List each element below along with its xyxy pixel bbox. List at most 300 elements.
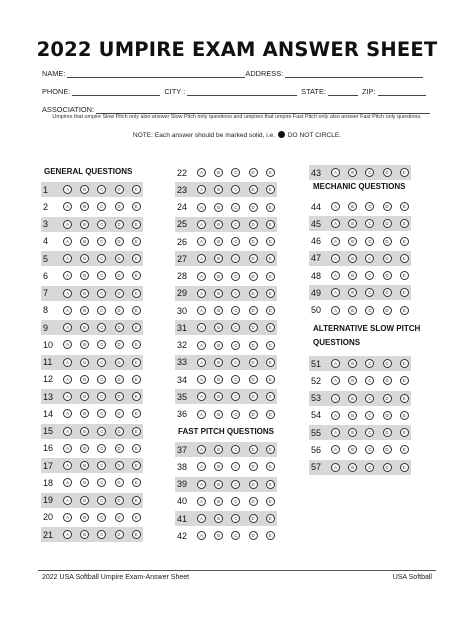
phone-field[interactable]: [72, 88, 160, 96]
address-field[interactable]: [285, 70, 423, 78]
answer-bubble-b[interactable]: B: [80, 409, 89, 418]
answer-bubble-b[interactable]: B: [214, 462, 223, 471]
answer-bubble-a[interactable]: A: [331, 359, 340, 368]
answer-bubble-e[interactable]: E: [400, 202, 409, 211]
answer-bubble-a[interactable]: A: [331, 376, 340, 385]
name-field[interactable]: [67, 70, 245, 78]
answer-bubble-a[interactable]: A: [331, 428, 340, 437]
answer-bubble-c[interactable]: C: [97, 392, 106, 401]
answer-bubble-d[interactable]: D: [115, 478, 124, 487]
answer-bubble-b[interactable]: B: [80, 306, 89, 315]
answer-bubble-a[interactable]: A: [63, 323, 72, 332]
answer-bubble-c[interactable]: C: [231, 341, 240, 350]
answer-bubble-a[interactable]: A: [63, 513, 72, 522]
answer-bubble-c[interactable]: C: [365, 428, 374, 437]
answer-bubble-d[interactable]: D: [115, 392, 124, 401]
answer-bubble-b[interactable]: B: [348, 376, 357, 385]
answer-bubble-c[interactable]: C: [97, 444, 106, 453]
answer-bubble-e[interactable]: E: [400, 288, 409, 297]
answer-bubble-b[interactable]: B: [348, 306, 357, 315]
answer-bubble-b[interactable]: B: [214, 237, 223, 246]
answer-bubble-e[interactable]: E: [400, 445, 409, 454]
answer-bubble-d[interactable]: D: [115, 513, 124, 522]
answer-bubble-d[interactable]: D: [249, 220, 258, 229]
answer-bubble-a[interactable]: A: [331, 254, 340, 263]
answer-bubble-e[interactable]: E: [132, 254, 141, 263]
answer-bubble-b[interactable]: B: [348, 428, 357, 437]
answer-bubble-a[interactable]: A: [63, 427, 72, 436]
answer-bubble-b[interactable]: B: [348, 254, 357, 263]
answer-bubble-e[interactable]: E: [132, 375, 141, 384]
answer-bubble-a[interactable]: A: [197, 462, 206, 471]
answer-bubble-d[interactable]: D: [249, 306, 258, 315]
city-field[interactable]: [187, 88, 297, 96]
answer-bubble-d[interactable]: D: [249, 445, 258, 454]
answer-bubble-b[interactable]: B: [80, 185, 89, 194]
answer-bubble-c[interactable]: C: [97, 409, 106, 418]
answer-bubble-c[interactable]: C: [231, 203, 240, 212]
answer-bubble-c[interactable]: C: [231, 220, 240, 229]
answer-bubble-e[interactable]: E: [132, 427, 141, 436]
answer-bubble-b[interactable]: B: [348, 219, 357, 228]
answer-bubble-b[interactable]: B: [214, 480, 223, 489]
answer-bubble-d[interactable]: D: [115, 444, 124, 453]
answer-bubble-a[interactable]: A: [63, 202, 72, 211]
answer-bubble-d[interactable]: D: [249, 531, 258, 540]
answer-bubble-d[interactable]: D: [115, 375, 124, 384]
answer-bubble-b[interactable]: B: [348, 202, 357, 211]
answer-bubble-d[interactable]: D: [249, 168, 258, 177]
answer-bubble-e[interactable]: E: [266, 272, 275, 281]
answer-bubble-e[interactable]: E: [266, 462, 275, 471]
answer-bubble-c[interactable]: C: [97, 530, 106, 539]
answer-bubble-c[interactable]: C: [231, 497, 240, 506]
answer-bubble-e[interactable]: E: [132, 306, 141, 315]
answer-bubble-c[interactable]: C: [97, 427, 106, 436]
answer-bubble-c[interactable]: C: [97, 202, 106, 211]
answer-bubble-c[interactable]: C: [231, 289, 240, 298]
answer-bubble-c[interactable]: C: [97, 271, 106, 280]
answer-bubble-c[interactable]: C: [97, 513, 106, 522]
answer-bubble-a[interactable]: A: [63, 358, 72, 367]
answer-bubble-b[interactable]: B: [80, 461, 89, 470]
answer-bubble-c[interactable]: C: [231, 168, 240, 177]
answer-bubble-e[interactable]: E: [266, 531, 275, 540]
answer-bubble-b[interactable]: B: [214, 531, 223, 540]
answer-bubble-e[interactable]: E: [132, 237, 141, 246]
answer-bubble-e[interactable]: E: [266, 203, 275, 212]
answer-bubble-b[interactable]: B: [214, 375, 223, 384]
answer-bubble-e[interactable]: E: [400, 306, 409, 315]
answer-bubble-b[interactable]: B: [214, 392, 223, 401]
answer-bubble-e[interactable]: E: [400, 254, 409, 263]
answer-bubble-d[interactable]: D: [249, 272, 258, 281]
answer-bubble-a[interactable]: A: [197, 341, 206, 350]
answer-bubble-e[interactable]: E: [132, 185, 141, 194]
answer-bubble-c[interactable]: C: [365, 445, 374, 454]
answer-bubble-d[interactable]: D: [249, 410, 258, 419]
answer-bubble-b[interactable]: B: [214, 358, 223, 367]
answer-bubble-d[interactable]: D: [383, 168, 392, 177]
answer-bubble-d[interactable]: D: [383, 288, 392, 297]
answer-bubble-d[interactable]: D: [249, 323, 258, 332]
answer-bubble-d[interactable]: D: [383, 219, 392, 228]
answer-bubble-e[interactable]: E: [266, 323, 275, 332]
answer-bubble-c[interactable]: C: [97, 461, 106, 470]
answer-bubble-c[interactable]: C: [231, 306, 240, 315]
answer-bubble-a[interactable]: A: [197, 220, 206, 229]
answer-bubble-d[interactable]: D: [249, 480, 258, 489]
answer-bubble-e[interactable]: E: [132, 289, 141, 298]
answer-bubble-d[interactable]: D: [383, 237, 392, 246]
answer-bubble-c[interactable]: C: [231, 323, 240, 332]
answer-bubble-a[interactable]: A: [63, 496, 72, 505]
association-field[interactable]: [96, 106, 430, 114]
answer-bubble-c[interactable]: C: [97, 306, 106, 315]
answer-bubble-a[interactable]: A: [63, 340, 72, 349]
answer-bubble-d[interactable]: D: [115, 185, 124, 194]
answer-bubble-a[interactable]: A: [197, 289, 206, 298]
answer-bubble-e[interactable]: E: [400, 463, 409, 472]
answer-bubble-e[interactable]: E: [400, 394, 409, 403]
answer-bubble-d[interactable]: D: [115, 306, 124, 315]
answer-bubble-b[interactable]: B: [214, 410, 223, 419]
answer-bubble-a[interactable]: A: [63, 271, 72, 280]
answer-bubble-b[interactable]: B: [80, 323, 89, 332]
answer-bubble-d[interactable]: D: [249, 254, 258, 263]
answer-bubble-e[interactable]: E: [266, 168, 275, 177]
answer-bubble-c[interactable]: C: [231, 531, 240, 540]
answer-bubble-a[interactable]: A: [331, 445, 340, 454]
answer-bubble-a[interactable]: A: [197, 185, 206, 194]
answer-bubble-a[interactable]: A: [63, 409, 72, 418]
answer-bubble-b[interactable]: B: [348, 271, 357, 280]
answer-bubble-d[interactable]: D: [249, 341, 258, 350]
answer-bubble-d[interactable]: D: [383, 306, 392, 315]
answer-bubble-e[interactable]: E: [400, 168, 409, 177]
answer-bubble-b[interactable]: B: [348, 237, 357, 246]
answer-bubble-a[interactable]: A: [63, 254, 72, 263]
answer-bubble-c[interactable]: C: [365, 168, 374, 177]
answer-bubble-c[interactable]: C: [365, 254, 374, 263]
answer-bubble-e[interactable]: E: [132, 392, 141, 401]
answer-bubble-d[interactable]: D: [383, 411, 392, 420]
answer-bubble-a[interactable]: A: [197, 237, 206, 246]
answer-bubble-a[interactable]: A: [331, 237, 340, 246]
answer-bubble-d[interactable]: D: [115, 530, 124, 539]
answer-bubble-e[interactable]: E: [400, 376, 409, 385]
answer-bubble-d[interactable]: D: [249, 514, 258, 523]
answer-bubble-e[interactable]: E: [400, 237, 409, 246]
answer-bubble-c[interactable]: C: [365, 463, 374, 472]
answer-bubble-c[interactable]: C: [365, 288, 374, 297]
answer-bubble-e[interactable]: E: [400, 411, 409, 420]
answer-bubble-a[interactable]: A: [63, 375, 72, 384]
city-label: CITY :: [164, 87, 186, 96]
answer-bubble-e[interactable]: E: [400, 219, 409, 228]
answer-bubble-c[interactable]: C: [97, 185, 106, 194]
answer-bubble-d[interactable]: D: [115, 271, 124, 280]
answer-bubble-e[interactable]: E: [266, 392, 275, 401]
answer-bubble-a[interactable]: A: [331, 168, 340, 177]
answer-bubble-e[interactable]: E: [132, 202, 141, 211]
answer-bubble-b[interactable]: B: [214, 289, 223, 298]
answer-bubble-a[interactable]: A: [63, 185, 72, 194]
answer-bubble-c[interactable]: C: [365, 219, 374, 228]
answer-bubble-b[interactable]: B: [214, 323, 223, 332]
answer-bubble-e[interactable]: E: [132, 409, 141, 418]
answer-bubble-d[interactable]: D: [115, 427, 124, 436]
answer-bubble-c[interactable]: C: [231, 410, 240, 419]
answer-bubble-d[interactable]: D: [249, 392, 258, 401]
answer-bubble-b[interactable]: B: [348, 394, 357, 403]
answer-bubble-b[interactable]: B: [80, 478, 89, 487]
answer-bubble-c[interactable]: C: [231, 358, 240, 367]
answer-bubble-a[interactable]: A: [197, 375, 206, 384]
answer-bubble-a[interactable]: A: [63, 289, 72, 298]
answer-bubble-d[interactable]: D: [115, 358, 124, 367]
answer-bubble-e[interactable]: E: [266, 480, 275, 489]
zip-field[interactable]: [378, 88, 426, 96]
answer-bubble-c[interactable]: C: [231, 462, 240, 471]
answer-bubble-c[interactable]: C: [231, 445, 240, 454]
state-label: STATE:: [301, 87, 326, 96]
answer-bubble-b[interactable]: B: [80, 254, 89, 263]
answer-bubble-b[interactable]: B: [80, 358, 89, 367]
answer-bubble-c[interactable]: C: [97, 323, 106, 332]
answer-bubble-c[interactable]: C: [97, 254, 106, 263]
answer-bubble-d[interactable]: D: [383, 254, 392, 263]
answer-bubble-c[interactable]: C: [231, 185, 240, 194]
answer-bubble-b[interactable]: B: [214, 497, 223, 506]
answer-bubble-b[interactable]: B: [80, 289, 89, 298]
answer-bubble-a[interactable]: A: [197, 323, 206, 332]
answer-bubble-a[interactable]: A: [197, 203, 206, 212]
answer-bubble-d[interactable]: D: [115, 461, 124, 470]
answer-bubble-b[interactable]: B: [80, 271, 89, 280]
answer-bubble-c[interactable]: C: [231, 375, 240, 384]
answer-bubble-a[interactable]: A: [197, 272, 206, 281]
answer-bubble-b[interactable]: B: [214, 272, 223, 281]
answer-bubble-b[interactable]: B: [214, 514, 223, 523]
answer-bubble-c[interactable]: C: [365, 376, 374, 385]
answer-bubble-d[interactable]: D: [249, 497, 258, 506]
answer-bubble-d[interactable]: D: [249, 462, 258, 471]
answer-bubble-e[interactable]: E: [132, 496, 141, 505]
answer-bubble-b[interactable]: B: [348, 463, 357, 472]
answer-bubble-c[interactable]: C: [365, 271, 374, 280]
answer-bubble-e[interactable]: E: [132, 444, 141, 453]
answer-bubble-a[interactable]: A: [63, 220, 72, 229]
answer-bubble-e[interactable]: E: [266, 289, 275, 298]
answer-bubble-b[interactable]: B: [214, 445, 223, 454]
answer-bubble-b[interactable]: B: [348, 411, 357, 420]
answer-bubble-a[interactable]: A: [197, 480, 206, 489]
answer-bubble-e[interactable]: E: [400, 428, 409, 437]
answer-bubble-d[interactable]: D: [115, 220, 124, 229]
answer-bubble-a[interactable]: A: [197, 497, 206, 506]
answer-bubble-a[interactable]: A: [331, 271, 340, 280]
answer-bubble-c[interactable]: C: [97, 478, 106, 487]
answer-bubble-c[interactable]: C: [97, 237, 106, 246]
answer-bubble-e[interactable]: E: [132, 358, 141, 367]
answer-bubble-d[interactable]: D: [249, 237, 258, 246]
answer-bubble-c[interactable]: C: [97, 358, 106, 367]
answer-bubble-c[interactable]: C: [231, 480, 240, 489]
answer-bubble-b[interactable]: B: [214, 306, 223, 315]
answer-bubble-a[interactable]: A: [63, 461, 72, 470]
answer-bubble-a[interactable]: A: [63, 444, 72, 453]
answer-bubble-a[interactable]: A: [63, 237, 72, 246]
answer-bubble-e[interactable]: E: [132, 220, 141, 229]
answer-bubble-c[interactable]: C: [97, 496, 106, 505]
answer-bubble-e[interactable]: E: [132, 530, 141, 539]
answer-bubble-d[interactable]: D: [383, 445, 392, 454]
answer-bubble-c[interactable]: C: [365, 394, 374, 403]
answer-bubble-d[interactable]: D: [383, 359, 392, 368]
answer-bubble-e[interactable]: E: [400, 359, 409, 368]
answer-bubble-e[interactable]: E: [132, 513, 141, 522]
answer-bubble-b[interactable]: B: [80, 530, 89, 539]
answer-bubble-b[interactable]: B: [348, 359, 357, 368]
answer-bubble-a[interactable]: A: [331, 411, 340, 420]
answer-bubble-e[interactable]: E: [266, 237, 275, 246]
answer-bubble-d[interactable]: D: [249, 358, 258, 367]
state-field[interactable]: [328, 88, 358, 96]
answer-bubble-e[interactable]: E: [132, 340, 141, 349]
answer-bubble-e[interactable]: E: [266, 185, 275, 194]
answer-bubble-e[interactable]: E: [266, 254, 275, 263]
answer-bubble-a[interactable]: A: [197, 531, 206, 540]
answer-bubble-c[interactable]: C: [231, 272, 240, 281]
answer-bubble-e[interactable]: E: [132, 478, 141, 487]
answer-bubble-b[interactable]: B: [348, 445, 357, 454]
answer-bubble-c[interactable]: C: [97, 375, 106, 384]
answer-bubble-b[interactable]: B: [348, 168, 357, 177]
answer-bubble-d[interactable]: D: [115, 202, 124, 211]
answer-bubble-b[interactable]: B: [80, 237, 89, 246]
answer-bubble-c[interactable]: C: [365, 359, 374, 368]
answer-bubble-a[interactable]: A: [331, 288, 340, 297]
answer-bubble-a[interactable]: A: [197, 306, 206, 315]
answer-bubble-d[interactable]: D: [249, 289, 258, 298]
answer-bubble-b[interactable]: B: [214, 254, 223, 263]
answer-bubble-b[interactable]: B: [80, 340, 89, 349]
answer-bubble-d[interactable]: D: [383, 394, 392, 403]
answer-bubble-b[interactable]: B: [80, 202, 89, 211]
answer-bubble-a[interactable]: A: [331, 219, 340, 228]
answer-bubble-a[interactable]: A: [197, 445, 206, 454]
answer-bubble-c[interactable]: C: [97, 340, 106, 349]
answer-bubble-a[interactable]: A: [63, 478, 72, 487]
answer-bubbles: [331, 376, 409, 385]
answer-bubble-a[interactable]: A: [197, 392, 206, 401]
answer-bubble-a[interactable]: A: [63, 392, 72, 401]
answer-bubble-e[interactable]: E: [266, 514, 275, 523]
answer-bubble-e[interactable]: E: [266, 341, 275, 350]
answer-bubble-d[interactable]: D: [249, 203, 258, 212]
answer-bubble-b[interactable]: B: [214, 168, 223, 177]
answer-bubble-d[interactable]: D: [115, 340, 124, 349]
answer-bubble-b[interactable]: B: [80, 375, 89, 384]
answer-bubble-e[interactable]: E: [266, 375, 275, 384]
answer-bubble-c[interactable]: C: [231, 237, 240, 246]
answer-bubble-d[interactable]: D: [383, 202, 392, 211]
answer-bubble-e[interactable]: E: [132, 271, 141, 280]
answer-bubble-e[interactable]: E: [266, 306, 275, 315]
answer-bubble-d[interactable]: D: [115, 496, 124, 505]
answer-bubbles: [63, 237, 141, 246]
answer-bubble-e[interactable]: E: [400, 271, 409, 280]
answer-bubble-a[interactable]: A: [197, 254, 206, 263]
answer-bubble-d[interactable]: D: [115, 323, 124, 332]
answer-bubble-c[interactable]: C: [365, 202, 374, 211]
answer-bubble-b[interactable]: B: [80, 444, 89, 453]
answer-bubble-d[interactable]: D: [383, 376, 392, 385]
answer-bubble-b[interactable]: B: [348, 288, 357, 297]
answer-bubble-a[interactable]: A: [331, 306, 340, 315]
answer-bubble-d[interactable]: D: [115, 409, 124, 418]
answer-bubble-a[interactable]: A: [331, 394, 340, 403]
answer-bubble-e[interactable]: E: [266, 358, 275, 367]
answer-bubble-d[interactable]: D: [115, 237, 124, 246]
answer-bubble-c[interactable]: C: [365, 306, 374, 315]
answer-bubble-b[interactable]: B: [214, 341, 223, 350]
answer-bubble-d[interactable]: D: [383, 271, 392, 280]
answer-bubble-a[interactable]: A: [197, 168, 206, 177]
answer-bubble-d[interactable]: D: [249, 375, 258, 384]
answer-bubbles: [331, 411, 409, 420]
answer-bubble-b[interactable]: B: [80, 392, 89, 401]
answer-bubble-c[interactable]: C: [365, 411, 374, 420]
answer-bubble-b[interactable]: B: [214, 203, 223, 212]
answer-bubble-b[interactable]: B: [214, 185, 223, 194]
answer-bubble-a[interactable]: A: [63, 530, 72, 539]
answer-bubble-d[interactable]: D: [383, 428, 392, 437]
answer-bubble-d[interactable]: D: [115, 254, 124, 263]
answer-bubble-e[interactable]: E: [266, 445, 275, 454]
answer-bubble-b[interactable]: B: [80, 496, 89, 505]
answer-bubble-d[interactable]: D: [383, 463, 392, 472]
answer-bubble-c[interactable]: C: [231, 514, 240, 523]
answer-bubble-a[interactable]: A: [197, 410, 206, 419]
answer-bubble-c[interactable]: C: [231, 254, 240, 263]
answer-bubble-c[interactable]: C: [97, 289, 106, 298]
answer-bubble-c[interactable]: C: [365, 237, 374, 246]
answer-bubble-e[interactable]: E: [266, 410, 275, 419]
answer-bubble-e[interactable]: E: [132, 461, 141, 470]
answer-bubble-b[interactable]: B: [80, 513, 89, 522]
instructions-note: Umpires that umpire Slow Pitch only also answer Slow Pitch only questions and umpires that umpire Fast Pitch only also answer Fast Pitch only questions.: [52, 114, 422, 120]
answer-bubble-b[interactable]: B: [80, 427, 89, 436]
answer-bubble-a[interactable]: A: [197, 358, 206, 367]
answer-bubble-c[interactable]: C: [231, 392, 240, 401]
question-row-40: [177, 494, 275, 509]
answer-bubble-a[interactable]: A: [63, 306, 72, 315]
answer-bubble-b[interactable]: B: [214, 220, 223, 229]
answer-bubble-b[interactable]: B: [80, 220, 89, 229]
answer-bubble-e[interactable]: E: [132, 323, 141, 332]
answer-bubble-a[interactable]: A: [331, 463, 340, 472]
answer-bubble-e[interactable]: E: [266, 220, 275, 229]
answer-bubble-a[interactable]: A: [331, 202, 340, 211]
answer-bubble-d[interactable]: D: [115, 289, 124, 298]
answer-bubble-d[interactable]: D: [249, 185, 258, 194]
question-number: 38: [177, 461, 188, 472]
answer-bubble-c[interactable]: C: [97, 220, 106, 229]
answer-bubble-e[interactable]: E: [266, 497, 275, 506]
answer-bubble-a[interactable]: A: [197, 514, 206, 523]
